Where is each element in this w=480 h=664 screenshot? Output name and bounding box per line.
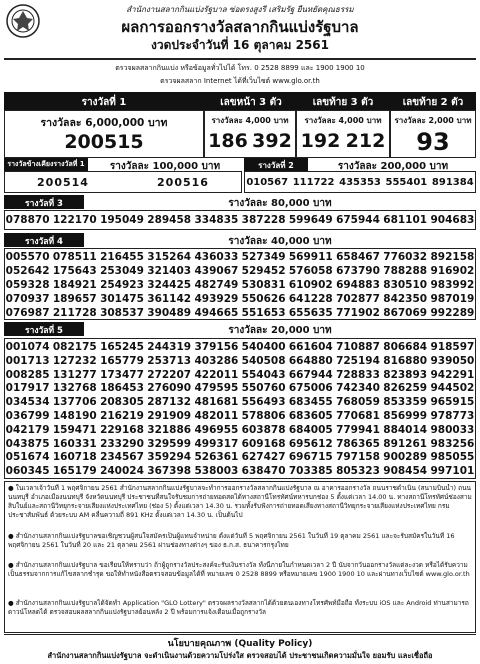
third-prize-number: 122170 <box>52 214 97 226</box>
third-prize-number: 681101 <box>383 214 428 226</box>
fourth-prize-number: 078511 <box>52 251 97 263</box>
front3-label: เลขหน้า 3 ตัว <box>220 97 282 108</box>
fifth-prize-number: 578806 <box>241 410 286 422</box>
fourth-prize-number: 390489 <box>147 307 192 319</box>
fifth-prize-number: 137706 <box>52 396 97 409</box>
fourth-prize-number: 211728 <box>52 307 97 319</box>
fifth-prize-number: 160718 <box>52 451 97 464</box>
fifth-amount: รางวัลละ 20,000 บาท <box>228 325 332 336</box>
fourth-prize-number: 550626 <box>241 293 286 305</box>
fifth-prize-number: 797158 <box>336 451 380 464</box>
fifth-prize-number: 978773 <box>430 410 475 422</box>
back2-number: 93 <box>416 128 450 156</box>
fifth-prize-number: 034534 <box>5 396 50 409</box>
back3-label: เลขท้าย 3 ตัว <box>312 97 374 108</box>
fifth-prize-number: 216219 <box>100 410 144 422</box>
fifth-prize-number: 538003 <box>194 465 239 478</box>
header-divider <box>4 58 476 60</box>
fifth-prize-number: 287132 <box>147 396 192 409</box>
fifth-prize-number: 496955 <box>194 423 239 436</box>
fifth-prize-number: 159471 <box>52 423 97 436</box>
fifth-prize-number: 816880 <box>383 354 428 367</box>
back3-number-2: 212 <box>345 130 386 152</box>
fifth-prize-number: 036799 <box>5 410 50 422</box>
fourth-prize-number: 992289 <box>430 307 475 319</box>
back2-label: เลขท้าย 2 ตัว <box>402 97 464 108</box>
fourth-prize-number: 530831 <box>241 279 286 291</box>
third-prize-number: 599649 <box>288 214 333 226</box>
fourth-prize-number: 324425 <box>147 279 192 291</box>
fourth-prize-number: 892158 <box>430 251 475 263</box>
fourth-prize-number: 436033 <box>194 251 239 263</box>
back2-amount: รางวัลละ 2,000 บาท <box>394 116 472 125</box>
fifth-prize-number: 997101 <box>430 465 475 478</box>
near1-number-1: 200514 <box>37 176 89 189</box>
fourth-prize-number: 361142 <box>147 293 192 305</box>
policy-text: สำนักงานสลากกินแบ่งรัฐบาล จะดำเนินงานด้วยความโปร่งใส ตรวจสอบได้ ประชาชนเกิดความมั่นใจ ยอมรับ และเชื่อถือ <box>47 651 433 660</box>
fourth-prize-number: 702877 <box>336 293 380 305</box>
note-4: ● สำนักงานสลากกินแบ่งรัฐบาลได้จัดทำ Application "GLO Lottery" ตรวจผลรางวัลสลากได้ด้วยตนเองทางโทรศัพท์มือถือ ทั้งระบบ iOS และ Android ท่านสามารถดาวน์โหลดได้ ตรวจสอบผลสลากกินแบ่งรัฐบาลย้อนหลัง 2 ปี พร้อมการแจ้งเตือนเมื่อถูกรางวัล <box>8 599 469 616</box>
fourth-prize-number: 253049 <box>100 265 144 277</box>
fifth-prize-number: 481681 <box>194 396 239 409</box>
fifth-prize-number: 132768 <box>52 382 97 395</box>
fourth-prize-number: 673790 <box>336 265 380 277</box>
fourth-prize-number: 983992 <box>430 279 475 291</box>
fifth-prize-number: 148190 <box>52 410 97 422</box>
fourth-prize-number: 641228 <box>288 293 333 305</box>
fifth-prize-number: 001074 <box>5 341 50 353</box>
fifth-prize-number: 160331 <box>52 437 97 450</box>
fifth-prize-number: 823893 <box>383 368 428 381</box>
note-3: ● สำนักงานสลากกินแบ่งรัฐบาล ขอเรียนให้ทราบว่า ถ้าผู้ถูกรางวัลประสงค์จะรับเงินรางวัล ทั้งนี้ภายในกำหนดเวลา 2 ปี นับจากวันออกรางวัลแต่ละงวด หรือได้รับความเป็นธรรมจากการแก้ไขสลากชำรุด ขอให้ทำหนังสือตรวจสอบข้อมูลได้ที่ หมายเลข 0 2528 8899 หรือหมายเลข 1900 1900 10 และผ่านทางเว็บไซต์ www.glo.or.th <box>8 561 470 578</box>
fourth-prize-number: 070937 <box>5 293 50 305</box>
fifth-prize-number: 479595 <box>194 382 239 395</box>
third-prize-number: 289458 <box>147 214 192 226</box>
fourth-prize-number: 610902 <box>288 279 333 291</box>
fifth-prize-number: 684005 <box>288 423 333 436</box>
second-prize-number: 891384 <box>431 177 474 188</box>
fifth-prize-number: 240024 <box>100 465 144 478</box>
note-1: ● ในเวลาเจ้าวันที่ 1 พฤศจิกายน 2561 สำนักงานสลากกินแบ่งรัฐบาลจะทำการออกรางวัลสลากกินแบ่งรัฐบาล ณ อาคารออกรางวัล ถนนราชดำเนิน (สนามบินน้ำ) ถนนนนทบุรี อำเภอเมืองนนทบุรี จังหวัดนนทบุรี ประชาชนที่สนใจรับชมการถ่ายทอดสดได้ทางสถานีโทรทัศน์ทหารบกช่อง 5 ตั้งแต่เวลา 14.00 น. ทางสถานีโทรทัศน์ช่องสามสิบในย์และสถานีวิทยุกระจายเสียงแห่งประเทศไทย (ช่อง 5) ตั้งแต่เวลา 14.30 น. รวมทั้งรับฟังการถ่ายทอดเสียงทางสถานีวิทยุกระจายเสียงแห่งประเทศไทย กรมประชาสัมพันธ์ ด้วยระบบ AM คลื่นความถี่ 891 KHz ตั้งแต่เวลา 14.30 น. เป็นต้นไป <box>8 484 472 519</box>
front3-number-1: 186 <box>208 130 248 152</box>
fourth-prize-number: 052642 <box>5 265 50 277</box>
third-prize-number: 334835 <box>194 214 239 226</box>
fifth-prize-number: 379156 <box>194 341 239 353</box>
third-prize-number: 675944 <box>336 214 380 226</box>
fifth-prize-number: 127232 <box>52 354 97 367</box>
third-prize-number: 195049 <box>100 214 144 226</box>
fourth-prize-number: 301475 <box>100 293 144 305</box>
back3-amount: รางวัลละ 4,000 บาท <box>304 116 382 125</box>
second-amount: รางวัลละ 200,000 บาท <box>337 161 449 172</box>
fourth-prize-number: 655635 <box>288 307 333 319</box>
fourth-prize-number: 482749 <box>194 279 239 291</box>
fifth-prize-number: 806684 <box>383 341 428 353</box>
note-2: ● สำนักงานสลากกินแบ่งรัฐบาลขอเชิญชวนผู้สนใจสมัครเป็นผู้แทนจำหน่าย ตั้งแต่วันที่ 5 พฤศจิกายน 2561 ในวันที่ 19 ตุลาคม 2561 และจะรับสมัครในวันที่ 16 พฤศจิกายน 2561 ในวันที่ 20 และ 21 ตุลาคม 2561 ผ่านช่องทางต่างๆ ของ ธ.ก.ส. ธนาคารกรุงไทย <box>8 532 455 549</box>
fifth-prize-number: 043875 <box>5 437 50 450</box>
fifth-prize-number: 082175 <box>52 341 97 353</box>
fourth-prize-number: 694883 <box>336 279 380 291</box>
back3-number-1: 192 <box>300 130 341 152</box>
fifth-prize-number: 186453 <box>100 382 144 395</box>
fifth-prize-number: 051674 <box>5 451 50 464</box>
fifth-prize-number: 908454 <box>383 465 428 478</box>
fifth-prize-number: 603878 <box>241 423 286 436</box>
second-prize-number: 111722 <box>292 177 335 188</box>
fifth-prize-number: 826259 <box>383 382 428 395</box>
front3-amount: รางวัลละ 4,000 บาท <box>211 116 289 125</box>
fifth-prize-number: 208305 <box>100 396 144 409</box>
fifth-prize-number: 942291 <box>430 368 475 381</box>
fourth-prize-number: 527349 <box>241 251 286 263</box>
fourth-prize-number: 658467 <box>336 251 380 263</box>
fifth-prize-number: 165179 <box>52 465 97 478</box>
fifth-prize-number: 499317 <box>194 437 239 450</box>
agency-line: สำนักงานสลากกินแบ่งรัฐบาล ซ่อตรงสูงรี เสริมรัฐ ยืนหยัดคุณธรรม <box>126 5 354 14</box>
second-label: รางวัลที่ 2 <box>258 161 294 170</box>
second-prize-number: 010567 <box>246 177 289 188</box>
fourth-prize-number: 916902 <box>430 265 475 277</box>
fifth-prize-number: 482011 <box>194 410 239 422</box>
fourth-prize-number: 493929 <box>194 293 239 305</box>
fourth-prize-number: 569911 <box>288 251 333 263</box>
fifth-prize-number: 017917 <box>5 382 50 395</box>
fourth-prize-number: 529452 <box>241 265 286 277</box>
fifth-prize-number: 918597 <box>430 341 475 353</box>
fifth-prize-number: 540508 <box>241 354 286 367</box>
third-prize-number: 387228 <box>241 214 286 226</box>
fourth-prize-number: 076987 <box>5 307 50 319</box>
fourth-prize-number: 059328 <box>5 279 50 291</box>
fifth-prize-number: 556493 <box>241 396 286 409</box>
check-info-web: ตรวจผลสลาก Internet ได้ที่เว็บไซต์ www.glo.or.th <box>160 77 320 85</box>
page-title: ผลการออกรางวัลสลากกินแบ่งรัฐบาล <box>121 18 359 36</box>
fifth-prize-number: 234567 <box>100 451 144 464</box>
draw-date: งวดประจำวันที่ 16 ตุลาคม 2561 <box>151 38 329 52</box>
fifth-prize-number: 359294 <box>147 451 192 464</box>
fourth-prize-number: 321403 <box>147 265 192 277</box>
fifth-prize-number: 703385 <box>288 465 333 478</box>
fifth-prize-number: 980033 <box>430 423 475 436</box>
fourth-prize-number: 315264 <box>147 251 192 263</box>
fourth-prize-number: 308537 <box>100 307 144 319</box>
fifth-prize-number: 609168 <box>241 437 286 450</box>
fourth-prize-number: 776032 <box>383 251 428 263</box>
fifth-label: รางวัลที่ 5 <box>25 326 63 336</box>
fifth-prize-number: 008285 <box>5 368 50 381</box>
fifth-prize-number: 891261 <box>383 437 428 450</box>
fifth-prize-number: 786365 <box>336 437 380 450</box>
fifth-prize-number: 554043 <box>241 368 286 381</box>
fifth-prize-number: 675006 <box>288 382 333 395</box>
fifth-prize-number: 661604 <box>288 341 333 353</box>
fourth-prize-number: 830510 <box>383 279 428 291</box>
fifth-prize-number: 742340 <box>336 382 380 395</box>
fifth-prize-number: 540400 <box>241 341 286 353</box>
fourth-label: รางวัลที่ 4 <box>25 237 63 247</box>
first-prize-number: 200515 <box>64 131 144 153</box>
second-prize-number: 555401 <box>385 177 428 188</box>
fifth-prize-number: 627427 <box>241 451 286 464</box>
fourth-prize-number: 788288 <box>383 265 428 277</box>
fifth-prize-number: 526361 <box>194 451 239 464</box>
fourth-prize-number: 576058 <box>288 265 333 277</box>
fourth-prize-number: 184921 <box>52 279 97 291</box>
fifth-prize-number: 965915 <box>430 396 475 409</box>
fifth-prize-number: 638470 <box>241 465 286 478</box>
fifth-prize-number: 229168 <box>100 423 144 436</box>
fifth-prize-number: 856999 <box>383 410 428 422</box>
third-label: รางวัลที่ 3 <box>25 199 63 209</box>
fifth-prize-number: 664880 <box>288 354 333 367</box>
fifth-prize-number: 884014 <box>383 423 428 436</box>
third-prize-number: 078870 <box>5 214 50 226</box>
fourth-prize-number: 551653 <box>241 307 286 319</box>
third-amount: รางวัลละ 80,000 บาท <box>228 198 332 209</box>
fifth-prize-number: 939050 <box>430 354 475 367</box>
fourth-prize-number: 254923 <box>100 279 144 291</box>
fifth-prize-number: 329599 <box>147 437 192 450</box>
fifth-prize-number: 001713 <box>5 354 50 367</box>
fifth-prize-number: 805323 <box>336 465 380 478</box>
fifth-prize-number: 985055 <box>430 451 475 464</box>
fourth-prize-number: 216455 <box>100 251 144 263</box>
fifth-prize-number: 667944 <box>288 368 333 381</box>
fifth-prize-number: 710887 <box>336 341 380 353</box>
fifth-prize-number: 725194 <box>336 354 380 367</box>
check-info-phone: ตรวจผลสลากกินแบ่ง หรือข้อมูลทั่วไปได้ โทร. 0 2528 8899 และ 1900 1900 10 <box>115 64 365 72</box>
fifth-prize-number: 779941 <box>336 423 380 436</box>
fifth-prize-number: 060345 <box>5 465 50 478</box>
fourth-prize-number: 842350 <box>383 293 428 305</box>
fourth-prize-number: 494665 <box>194 307 239 319</box>
fifth-prize-number: 696715 <box>288 451 333 464</box>
fifth-prize-number: 276090 <box>147 382 192 395</box>
fifth-prize-number: 291909 <box>147 410 192 422</box>
fifth-prize-number: 042179 <box>5 423 50 436</box>
third-prize-number: 904683 <box>430 214 475 226</box>
fifth-prize-number: 683605 <box>288 410 333 422</box>
second-prize-number: 435353 <box>339 177 381 188</box>
fourth-prize-number: 867069 <box>383 307 428 319</box>
fourth-prize-number: 005570 <box>5 251 50 263</box>
fifth-prize-number: 900289 <box>383 451 428 464</box>
fifth-prize-number: 253713 <box>147 354 192 367</box>
first-prize-label: รางวัลที่ 1 <box>81 97 127 108</box>
fifth-prize-number: 131277 <box>52 368 97 381</box>
fourth-prize-number: 189657 <box>52 293 97 305</box>
first-prize-amount: รางวัลละ 6,000,000 บาท <box>40 117 168 129</box>
fifth-prize-number: 403286 <box>194 354 239 367</box>
fifth-prize-number: 244319 <box>147 341 192 353</box>
fifth-prize-number: 768059 <box>336 396 380 409</box>
fourth-prize-number: 175643 <box>52 265 97 277</box>
fifth-prize-number: 853359 <box>383 396 428 409</box>
fifth-prize-number: 695612 <box>288 437 333 450</box>
fifth-prize-number: 683455 <box>288 396 333 409</box>
fifth-prize-number: 272207 <box>147 368 192 381</box>
near1-label: รางวัลข้างเคียงรางวัลที่ 1 <box>7 160 85 168</box>
front3-number-2: 392 <box>252 130 292 152</box>
policy-title: นโยบายคุณภาพ (Quality Policy) <box>167 639 313 649</box>
policy-divider <box>4 634 476 635</box>
fifth-prize-number: 367398 <box>147 465 192 478</box>
fifth-prize-number: 422011 <box>194 368 239 381</box>
fourth-amount: รางวัลละ 40,000 บาท <box>228 236 332 247</box>
fifth-prize-number: 165245 <box>100 341 144 353</box>
fifth-prize-number: 165779 <box>100 354 144 367</box>
fifth-prize-number: 321886 <box>147 423 192 436</box>
fourth-prize-number: 439067 <box>194 265 239 277</box>
glo-logo-icon <box>6 4 40 38</box>
near1-amount: รางวัลละ 100,000 บาท <box>109 161 221 172</box>
fifth-prize-number: 983256 <box>430 437 475 450</box>
fourth-prize-number: 987019 <box>430 293 475 305</box>
fifth-prize-number: 550760 <box>241 382 286 395</box>
fifth-prize-number: 770681 <box>336 410 380 422</box>
fifth-prize-number: 728833 <box>336 368 380 381</box>
fifth-prize-number: 173477 <box>100 368 144 381</box>
fifth-prize-number: 944502 <box>430 382 475 395</box>
fourth-prize-number: 771902 <box>336 307 380 319</box>
fifth-prize-number: 233290 <box>100 437 144 450</box>
near1-number-2: 200516 <box>157 176 209 189</box>
